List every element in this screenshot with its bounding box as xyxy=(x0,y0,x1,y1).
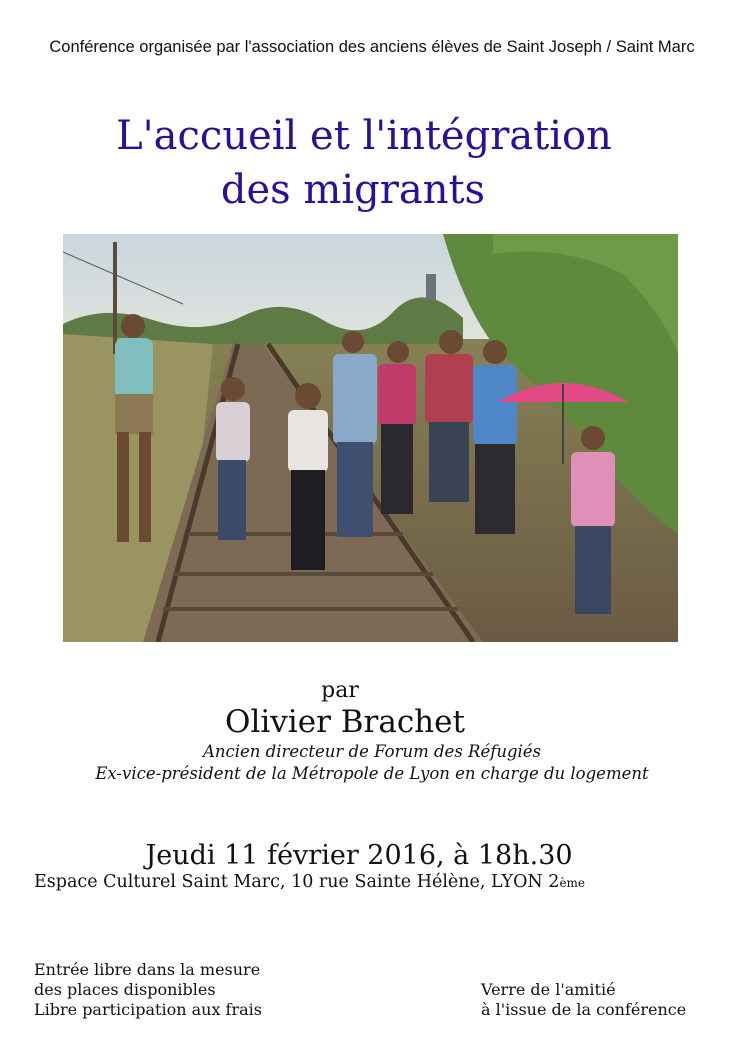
organizer-line: Conférence organisée par l'association des anciens élèves de Saint Joseph / Saint Marc xyxy=(49,38,695,56)
event-date: Jeudi 11 février 2016, à 18h.30 xyxy=(145,840,573,871)
entry-info xyxy=(34,960,262,1020)
entry-info-line: des places disponibles xyxy=(34,980,216,999)
speaker-role-2: Ex-vice-président de la Métropole de Lyon en charge du logement xyxy=(95,764,649,783)
reception-info-line: Verre de l'amitié xyxy=(481,980,616,999)
speaker-name: Olivier Brachet xyxy=(225,704,465,740)
refugees-photo xyxy=(63,234,678,642)
event-venue xyxy=(34,872,585,892)
entry-info-line: Entrée libre dans la mesure xyxy=(34,960,261,979)
venue-text: Espace Culturel Saint Marc, 10 rue Sainte Hélène, LYON 2 xyxy=(34,872,560,892)
title-line-1: L'accueil et l'intégration xyxy=(116,113,612,159)
speaker-intro: par xyxy=(321,678,359,703)
entry-info-line: Libre participation aux frais xyxy=(34,1000,262,1019)
reception-info-line: à l'issue de la conférence xyxy=(481,1000,687,1019)
reception-info xyxy=(481,980,686,1020)
speaker-role-1: Ancien directeur de Forum des Réfugiés xyxy=(202,742,542,761)
venue-arrondissement-suffix: ème xyxy=(559,876,586,890)
title-line-2: des migrants xyxy=(220,167,486,213)
